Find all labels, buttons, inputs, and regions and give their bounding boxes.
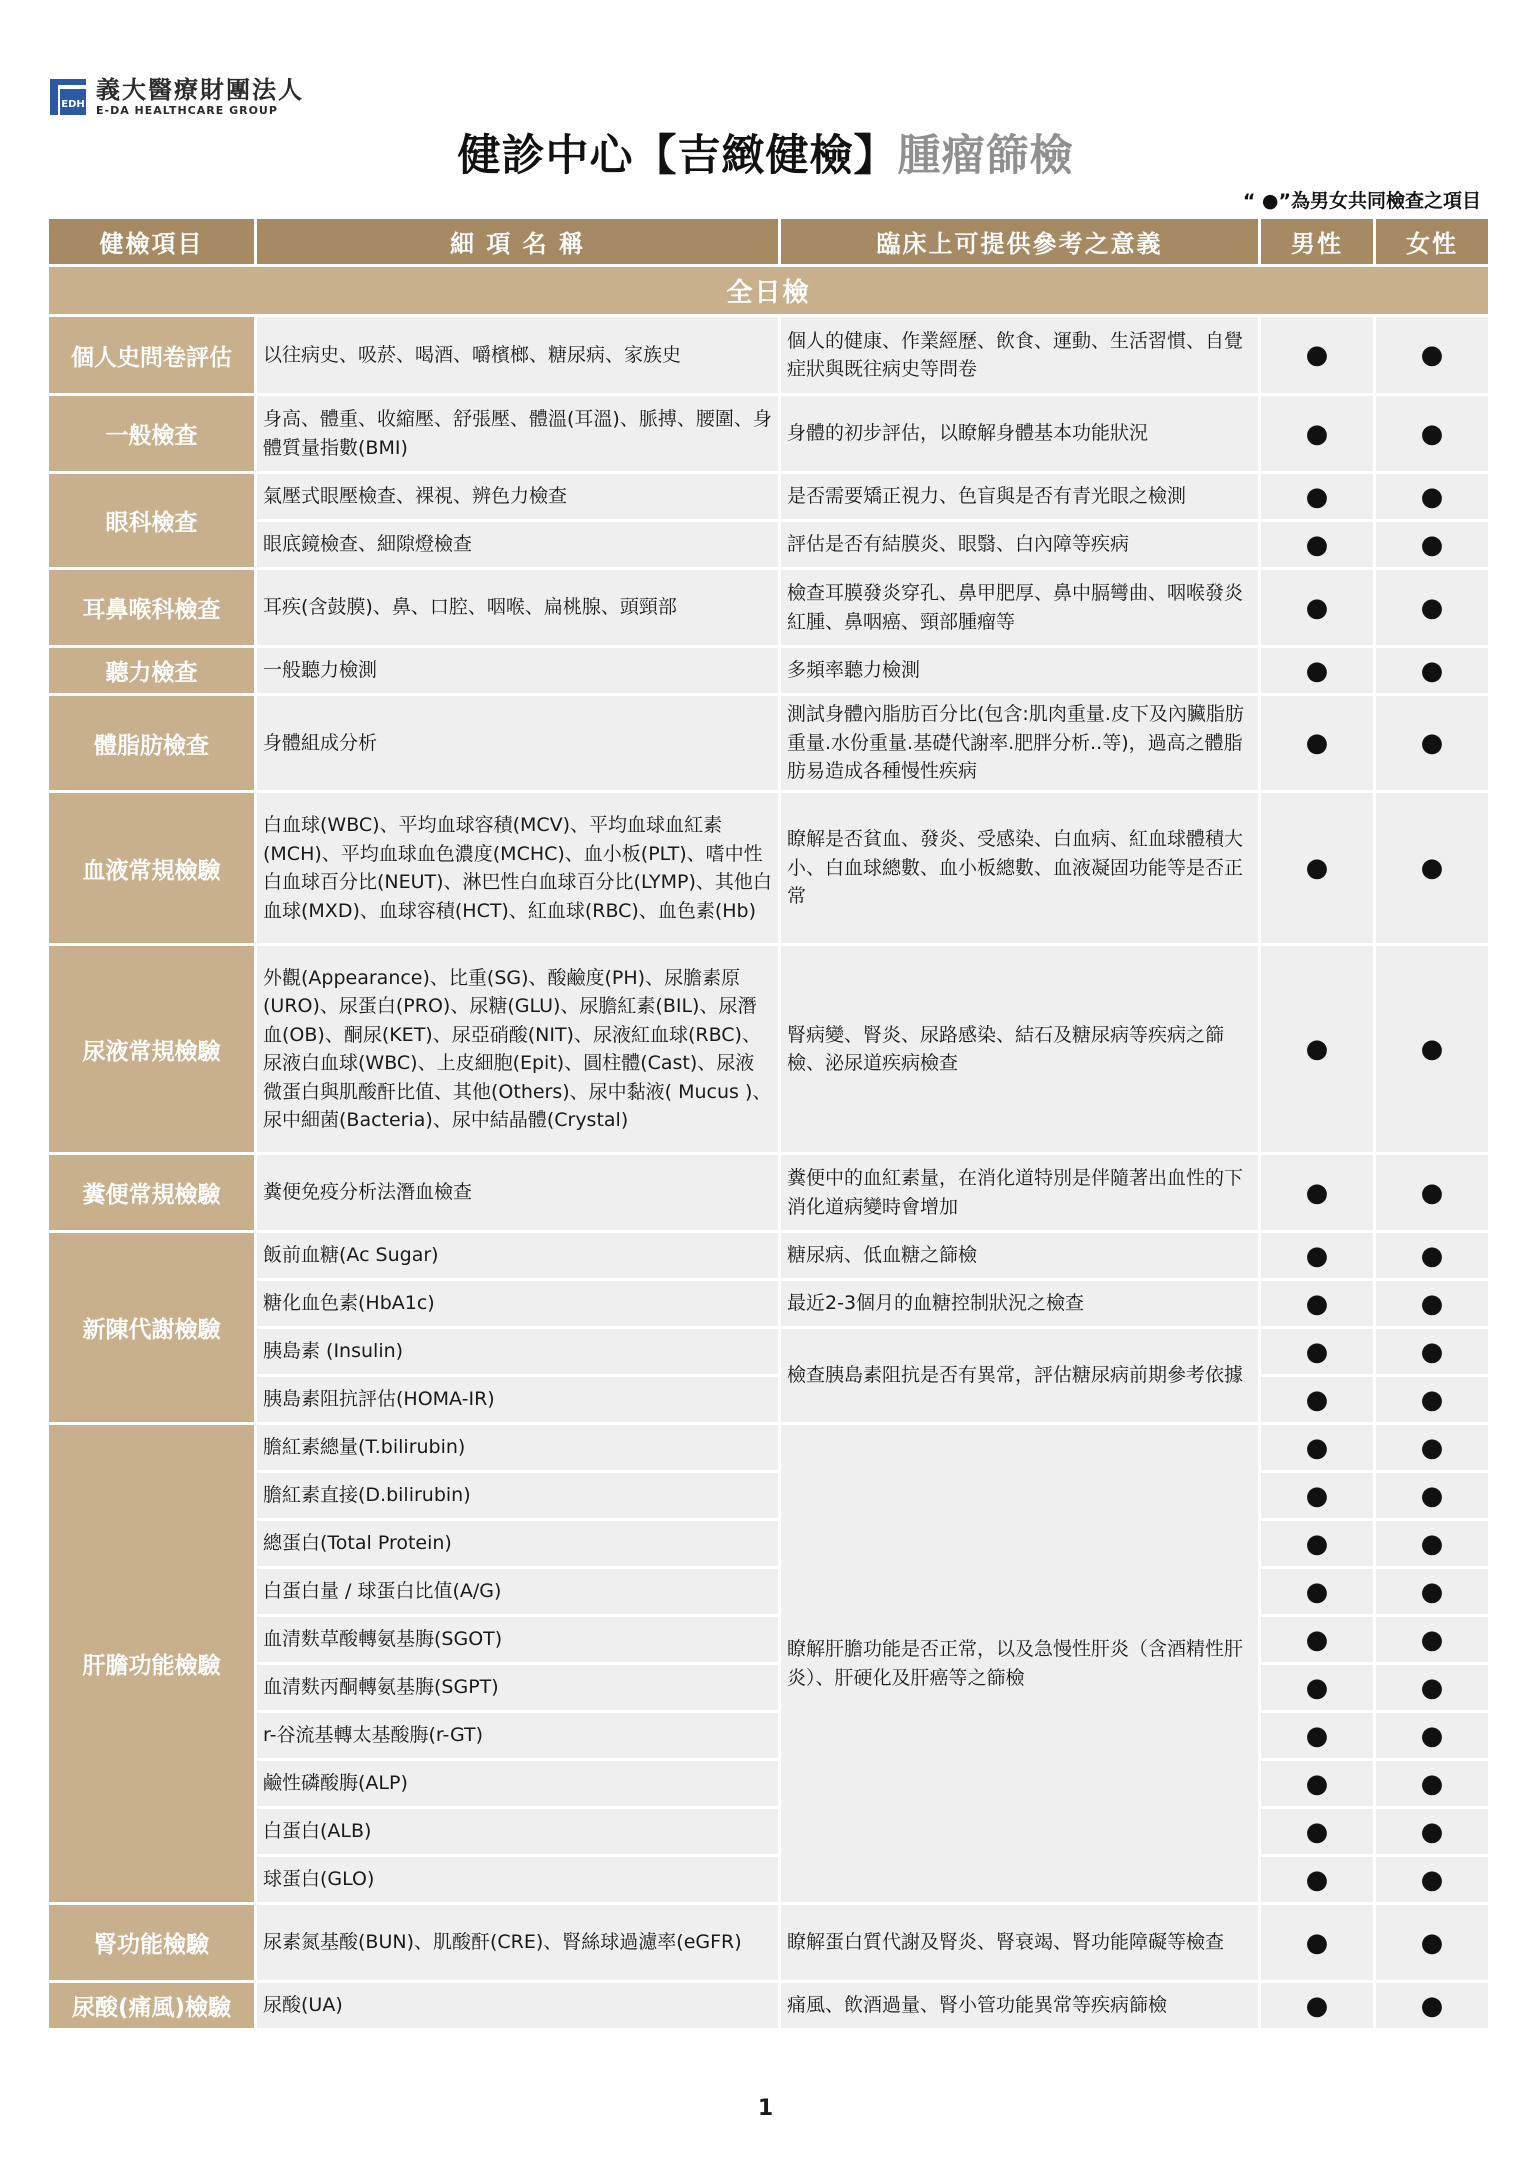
logo-english-name: E-DA HEALTHCARE GROUP [96, 104, 278, 117]
table-row [49, 1425, 1488, 1470]
female-mark: ● [1376, 793, 1488, 943]
meaning-cell: 腎病變、腎炎、尿路感染、結石及糖尿病等疾病之篩檢、泌尿道疾病檢查 [781, 946, 1258, 1152]
meaning-cell: 個人的健康、作業經歷、飲食、運動、生活習慣、自覺症狀與既往病史等問卷 [781, 317, 1258, 393]
table-row [49, 1473, 1488, 1518]
female-mark: ● [1376, 648, 1488, 693]
female-mark: ● [1376, 1377, 1488, 1422]
female-mark: ● [1376, 1521, 1488, 1566]
detail-cell: 白血球(WBC)、平均血球容積(MCV)、平均血球血紅素(MCH)、平均血球血色濃度(MCHC)、血小板(PLT)、嗜中性白血球百分比(NEUT)、淋巴性白血球百分比(LYMP)、其他白血球(MXD)、血球容積(HCT)、紅血球(RBC)、血色素(Hb) [257, 793, 778, 943]
female-mark: ● [1376, 1233, 1488, 1278]
detail-cell: 糖化血色素(HbA1c) [257, 1281, 778, 1326]
header-male: 男性 [1261, 219, 1373, 264]
male-mark: ● [1261, 570, 1373, 645]
male-mark: ● [1261, 1521, 1373, 1566]
meaning-cell: 檢查胰島素阻抗是否有異常，評估糖尿病前期參考依據 [781, 1329, 1258, 1422]
category-cell: 新陳代謝檢驗 [49, 1233, 254, 1422]
male-mark: ● [1261, 1983, 1373, 2028]
female-mark: ● [1376, 1665, 1488, 1710]
female-mark: ● [1376, 1809, 1488, 1854]
category-cell: 耳鼻喉科檢查 [49, 570, 254, 645]
header-detail: 細 項 名 稱 [257, 219, 778, 264]
title-accent: 腫瘤篩檢 [897, 131, 1074, 181]
table-row [49, 696, 1488, 790]
meaning-cell: 測試身體內脂肪百分比(包含:肌肉重量.皮下及內臟脂肪重量.水份重量.基礎代謝率.肥胖分析..等)，過高之體脂肪易造成各種慢性疾病 [781, 696, 1258, 790]
category-cell: 一般檢查 [49, 396, 254, 471]
detail-cell: 以往病史、吸菸、喝酒、嚼檳榔、糖尿病、家族史 [257, 317, 778, 393]
male-mark: ● [1261, 1281, 1373, 1326]
table-row [49, 1857, 1488, 1902]
male-mark: ● [1261, 1809, 1373, 1854]
male-mark: ● [1261, 1329, 1373, 1374]
female-mark: ● [1376, 1155, 1488, 1230]
female-mark: ● [1376, 1569, 1488, 1614]
male-mark: ● [1261, 648, 1373, 693]
meaning-cell: 檢查耳膜發炎穿孔、鼻甲肥厚、鼻中膈彎曲、咽喉發炎紅腫、鼻咽癌、頸部腫瘤等 [781, 570, 1258, 645]
male-mark: ● [1261, 396, 1373, 471]
table-row [49, 946, 1488, 1152]
meaning-cell: 瞭解蛋白質代謝及腎炎、腎衰竭、腎功能障礙等檢查 [781, 1905, 1258, 1980]
male-mark: ● [1261, 1377, 1373, 1422]
male-mark: ● [1261, 1665, 1373, 1710]
detail-cell: 胰島素阻抗評估(HOMA-IR) [257, 1377, 778, 1422]
male-mark: ● [1261, 522, 1373, 567]
female-mark: ● [1376, 1761, 1488, 1806]
detail-cell: 外觀(Appearance)、比重(SG)、酸鹼度(PH)、尿膽素原(URO)、尿蛋白(PRO)、尿糖(GLU)、尿膽紅素(BIL)、尿潛血(OB)、酮尿(KET)、尿亞硝酸(NIT)、尿液紅血球(RBC)、尿液白血球(WBC)、上皮細胞(Epit)、圓柱體(Cast)、尿液微蛋白與肌酸酐比值、其他(Others)、尿中黏液( Mucus )、尿中細菌(Bacteria)、尿中結晶體(Crystal) [257, 946, 778, 1152]
logo [46, 72, 304, 122]
section-title: 全日檢 [49, 267, 1488, 314]
table-row [49, 1155, 1488, 1230]
table-row [49, 648, 1488, 693]
table-row [49, 1617, 1488, 1662]
male-mark: ● [1261, 1233, 1373, 1278]
table-header-row [49, 219, 1488, 264]
female-mark: ● [1376, 317, 1488, 393]
meaning-cell: 評估是否有結膜炎、眼翳、白內障等疾病 [781, 522, 1258, 567]
meaning-cell: 痛風、飲酒過量、腎小管功能異常等疾病篩檢 [781, 1983, 1258, 2028]
table-row [49, 474, 1488, 519]
detail-cell: 白蛋白(ALB) [257, 1809, 778, 1854]
page-number: 1 [757, 2096, 774, 2121]
header-meaning: 臨床上可提供參考之意義 [781, 219, 1258, 264]
male-mark: ● [1261, 1617, 1373, 1662]
table-row [49, 317, 1488, 393]
female-mark: ● [1376, 1617, 1488, 1662]
table-row [49, 522, 1488, 567]
male-mark: ● [1261, 946, 1373, 1152]
detail-cell: 鹼性磷酸脢(ALP) [257, 1761, 778, 1806]
table-row [49, 1761, 1488, 1806]
logo-chinese-name: 義大醫療財團法人 [96, 75, 304, 104]
male-mark: ● [1261, 1155, 1373, 1230]
meaning-cell: 糞便中的血紅素量，在消化道特別是伴隨著出血性的下消化道病變時會增加 [781, 1155, 1258, 1230]
male-mark: ● [1261, 474, 1373, 519]
female-mark: ● [1376, 1857, 1488, 1902]
category-cell: 糞便常規檢驗 [49, 1155, 254, 1230]
detail-cell: 一般聽力檢測 [257, 648, 778, 693]
detail-cell: 耳疾(含鼓膜)、鼻、口腔、咽喉、扁桃腺、頭頸部 [257, 570, 778, 645]
male-mark: ● [1261, 1713, 1373, 1758]
eda-logo-icon [46, 75, 90, 119]
male-mark: ● [1261, 696, 1373, 790]
detail-cell: 血清麩丙酮轉氨基脢(SGPT) [257, 1665, 778, 1710]
table-row [49, 1521, 1488, 1566]
male-mark: ● [1261, 1473, 1373, 1518]
female-mark: ● [1376, 1713, 1488, 1758]
female-mark: ● [1376, 1425, 1488, 1470]
category-cell: 尿液常規檢驗 [49, 946, 254, 1152]
title-main: 健診中心【吉緻健檢】 [457, 131, 898, 181]
detail-cell: 膽紅素直接(D.bilirubin) [257, 1473, 778, 1518]
detail-cell: 白蛋白量 / 球蛋白比值(A/G) [257, 1569, 778, 1614]
meaning-cell: 是否需要矯正視力、色盲與是否有青光眼之檢測 [781, 474, 1258, 519]
female-mark: ● [1376, 1473, 1488, 1518]
section-row [49, 267, 1488, 314]
table-row [49, 1377, 1488, 1422]
header-female: 女性 [1376, 219, 1488, 264]
male-mark: ● [1261, 1857, 1373, 1902]
male-mark: ● [1261, 1905, 1373, 1980]
table-row [49, 1569, 1488, 1614]
table-row [49, 1281, 1488, 1326]
category-cell: 尿酸(痛風)檢驗 [49, 1983, 254, 2028]
category-cell: 血液常規檢驗 [49, 793, 254, 943]
checkup-table [46, 216, 1491, 2031]
meaning-cell: 瞭解肝膽功能是否正常，以及急慢性肝炎（含酒精性肝炎）、肝硬化及肝癌等之篩檢 [781, 1425, 1258, 1902]
female-mark: ● [1376, 696, 1488, 790]
detail-cell: 球蛋白(GLO) [257, 1857, 778, 1902]
detail-cell: 血清麩草酸轉氨基脢(SGOT) [257, 1617, 778, 1662]
page-title [0, 122, 1531, 183]
detail-cell: 總蛋白(Total Protein) [257, 1521, 778, 1566]
svg-text:EDH: EDH [61, 99, 85, 110]
header-category: 健檢項目 [49, 219, 254, 264]
female-mark: ● [1376, 946, 1488, 1152]
detail-cell: 眼底鏡檢查、細隙燈檢查 [257, 522, 778, 567]
detail-cell: r-谷流基轉太基酸脢(r-GT) [257, 1713, 778, 1758]
table-row [49, 396, 1488, 471]
meaning-cell: 身體的初步評估，以瞭解身體基本功能狀況 [781, 396, 1258, 471]
detail-cell: 氣壓式眼壓檢查、裸視、辨色力檢查 [257, 474, 778, 519]
female-mark: ● [1376, 522, 1488, 567]
female-mark: ● [1376, 570, 1488, 645]
female-mark: ● [1376, 1281, 1488, 1326]
table-row [49, 1905, 1488, 1980]
female-mark: ● [1376, 474, 1488, 519]
male-mark: ● [1261, 793, 1373, 943]
table-row [49, 1329, 1488, 1374]
detail-cell: 身高、體重、收縮壓、舒張壓、體溫(耳溫)、脈搏、腰圍、身體質量指數(BMI) [257, 396, 778, 471]
detail-cell: 胰島素 (Insulin) [257, 1329, 778, 1374]
category-cell: 肝膽功能檢驗 [49, 1425, 254, 1902]
male-mark: ● [1261, 1425, 1373, 1470]
detail-cell: 糞便免疫分析法潛血檢查 [257, 1155, 778, 1230]
table-row [49, 793, 1488, 943]
category-cell: 體脂肪檢查 [49, 696, 254, 790]
meaning-cell: 糖尿病、低血糖之篩檢 [781, 1233, 1258, 1278]
meaning-cell: 最近2-3個月的血糖控制狀況之檢查 [781, 1281, 1258, 1326]
detail-cell: 飯前血糖(Ac Sugar) [257, 1233, 778, 1278]
detail-cell: 身體組成分析 [257, 696, 778, 790]
category-cell: 聽力檢查 [49, 648, 254, 693]
male-mark: ● [1261, 1761, 1373, 1806]
table-row [49, 1983, 1488, 2028]
meaning-cell: 瞭解是否貧血、發炎、受感染、白血病、紅血球體積大小、白血球總數、血小板總數、血液凝固功能等是否正常 [781, 793, 1258, 943]
category-cell: 眼科檢查 [49, 474, 254, 567]
table-row [49, 1713, 1488, 1758]
female-mark: ● [1376, 1983, 1488, 2028]
detail-cell: 尿酸(UA) [257, 1983, 778, 2028]
female-mark: ● [1376, 396, 1488, 471]
detail-cell: 尿素氮基酸(BUN)、肌酸酐(CRE)、腎絲球過濾率(eGFR) [257, 1905, 778, 1980]
category-cell: 個人史問卷評估 [49, 317, 254, 393]
male-mark: ● [1261, 1569, 1373, 1614]
table-row [49, 1809, 1488, 1854]
male-mark: ● [1261, 317, 1373, 393]
category-cell: 腎功能檢驗 [49, 1905, 254, 1980]
table-row [49, 570, 1488, 645]
meaning-cell: 多頻率聽力檢測 [781, 648, 1258, 693]
legend-note: “ ●”為男女共同檢查之項目 [1242, 190, 1481, 212]
female-mark: ● [1376, 1329, 1488, 1374]
table-row [49, 1665, 1488, 1710]
female-mark: ● [1376, 1905, 1488, 1980]
detail-cell: 膽紅素總量(T.bilirubin) [257, 1425, 778, 1470]
table-row [49, 1233, 1488, 1278]
